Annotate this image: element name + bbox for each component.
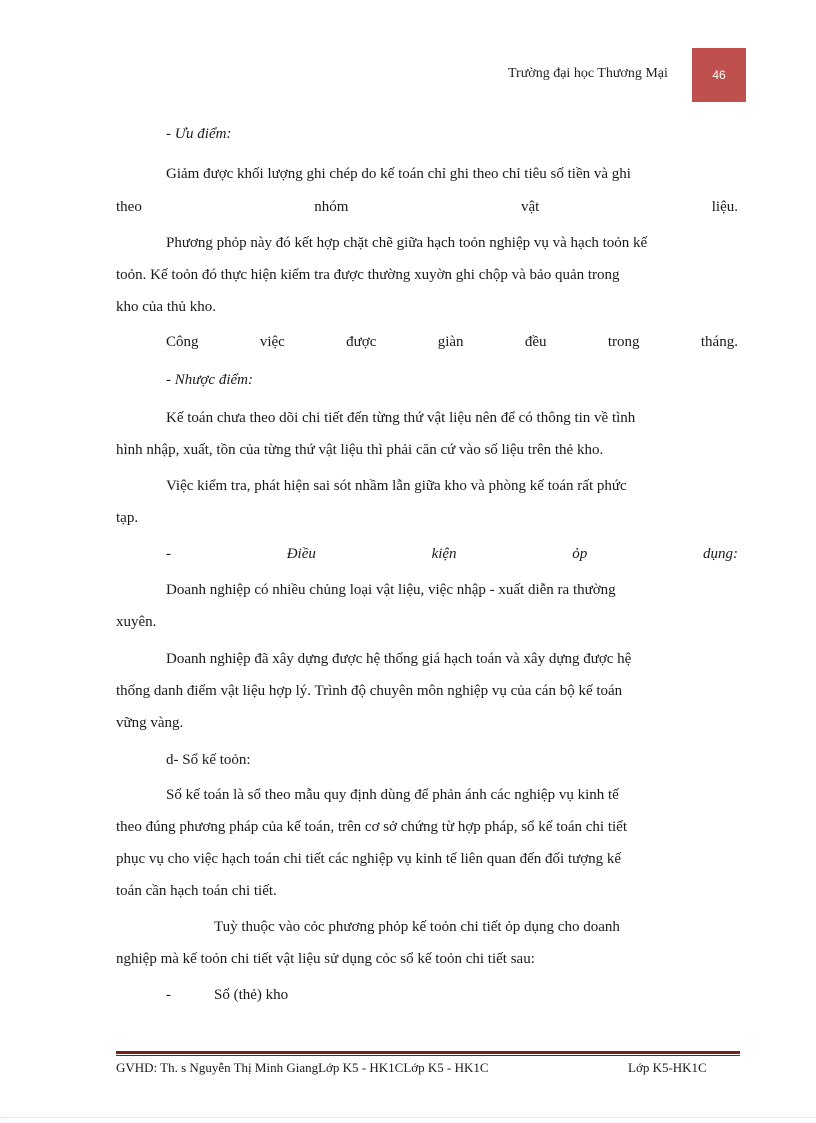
paragraph-line: xuyên.: [116, 614, 157, 630]
heading-advantages: - Ưu điểm:: [166, 126, 232, 142]
word: kiện: [431, 546, 457, 562]
paragraph-line: Kế toán chưa theo dõi chi tiết đến từng thứ vật liệu nên để có thông tin về tình: [166, 410, 636, 426]
paragraph-line: Tuỳ thuộc vào cỏc phương phỏp kế toỏn chi tiết ỏp dụng cho doanh: [214, 919, 620, 935]
paragraph-line: nghiệp mà kế toỏn chi tiết vật liệu sử dụng cỏc sổ kế toỏn chi tiết sau:: [116, 951, 535, 967]
list-item: [166, 985, 738, 1005]
paragraph-line: Doanh nghiệp có nhiều chủng loại vật liệu, việc nhập - xuất diễn ra thường: [166, 582, 616, 598]
word: dụng:: [702, 546, 738, 562]
footer-instructor: GVHD: Th. s Nguyễn Thị Minh GiangLớp K5 - HK1CLớp K5 - HK1C: [116, 1060, 489, 1075]
paragraph-line: [116, 197, 738, 217]
word: theo: [116, 199, 142, 215]
paragraph-line: Sổ kế toán là sổ theo mẫu quy định dùng để phản ánh các nghiệp vụ kinh tế: [166, 787, 619, 803]
paragraph-line: Giảm được khối lượng ghi chép do kế toán chỉ ghi theo chỉ tiêu số tiền và ghi: [166, 166, 631, 182]
paragraph-line: thống danh điểm vật liệu hợp lý. Trình độ chuyên môn nghiệp vụ của cán bộ kế toán: [116, 683, 623, 699]
paragraph-line: theo đúng phương pháp của kế toán, trên cơ sở chứng từ hợp pháp, sổ kế toán chi tiết: [116, 819, 628, 835]
paragraph-line: hình nhập, xuất, tồn của từng thứ vật liệu thì phải căn cứ vào số liệu trên thẻ kho.: [116, 442, 604, 458]
paragraph-line: toỏn. Kế toỏn đó thực hiện kiểm tra được thường xuyờn ghi chộp và bảo quản trong: [116, 267, 620, 283]
running-header-title: Trường đại học Thương Mại: [508, 66, 668, 81]
word: ỏp: [572, 546, 588, 562]
heading-conditions: [166, 544, 738, 564]
word: giàn: [437, 334, 464, 350]
paragraph-line: vững vàng.: [116, 715, 184, 731]
word: liệu.: [711, 199, 738, 215]
paragraph-line: Doanh nghiệp đã xây dựng được hệ thống giá hạch toán và xây dựng được hệ: [166, 651, 632, 667]
word: nhóm: [314, 199, 349, 215]
paragraph-line: phục vụ cho việc hạch toán chi tiết các nghiệp vụ kinh tế liên quan đến đối tượng kế: [116, 851, 622, 867]
heading-disadvantages: - Nhược điểm:: [166, 372, 253, 388]
list-dash: -: [166, 987, 171, 1003]
footer-divider-thin: [116, 1055, 740, 1056]
paragraph-line: tạp.: [116, 510, 139, 526]
paragraph-line: Phương phỏp này đó kết hợp chặt chẽ giữa hạch toỏn nghiệp vụ và hạch toỏn kế: [166, 235, 648, 251]
footer-divider: [116, 1051, 740, 1054]
word: đều: [524, 334, 547, 350]
word: Công: [166, 334, 199, 350]
paragraph-line: toán cần hạch toán chi tiết.: [116, 883, 277, 899]
section-heading: d- Sổ kế toỏn:: [166, 752, 251, 768]
list-item-text: Sổ (thẻ) kho: [214, 987, 289, 1003]
paragraph-line: Việc kiểm tra, phát hiện sai sót nhầm lẫn giữa kho và phòng kế toán rất phức: [166, 478, 627, 494]
paragraph-line: [166, 332, 738, 352]
page-number-badge: 46: [692, 48, 746, 102]
word: -: [166, 546, 171, 562]
word: vật: [520, 199, 540, 215]
word: được: [346, 334, 377, 350]
word: trong: [607, 334, 640, 350]
footer-class: Lớp K5-HK1C: [628, 1060, 707, 1075]
word: việc: [259, 334, 285, 350]
word: tháng.: [700, 334, 738, 350]
paragraph-line: kho của thủ kho.: [116, 299, 216, 315]
page-edge: [0, 1117, 816, 1118]
word: Điều: [286, 546, 316, 562]
